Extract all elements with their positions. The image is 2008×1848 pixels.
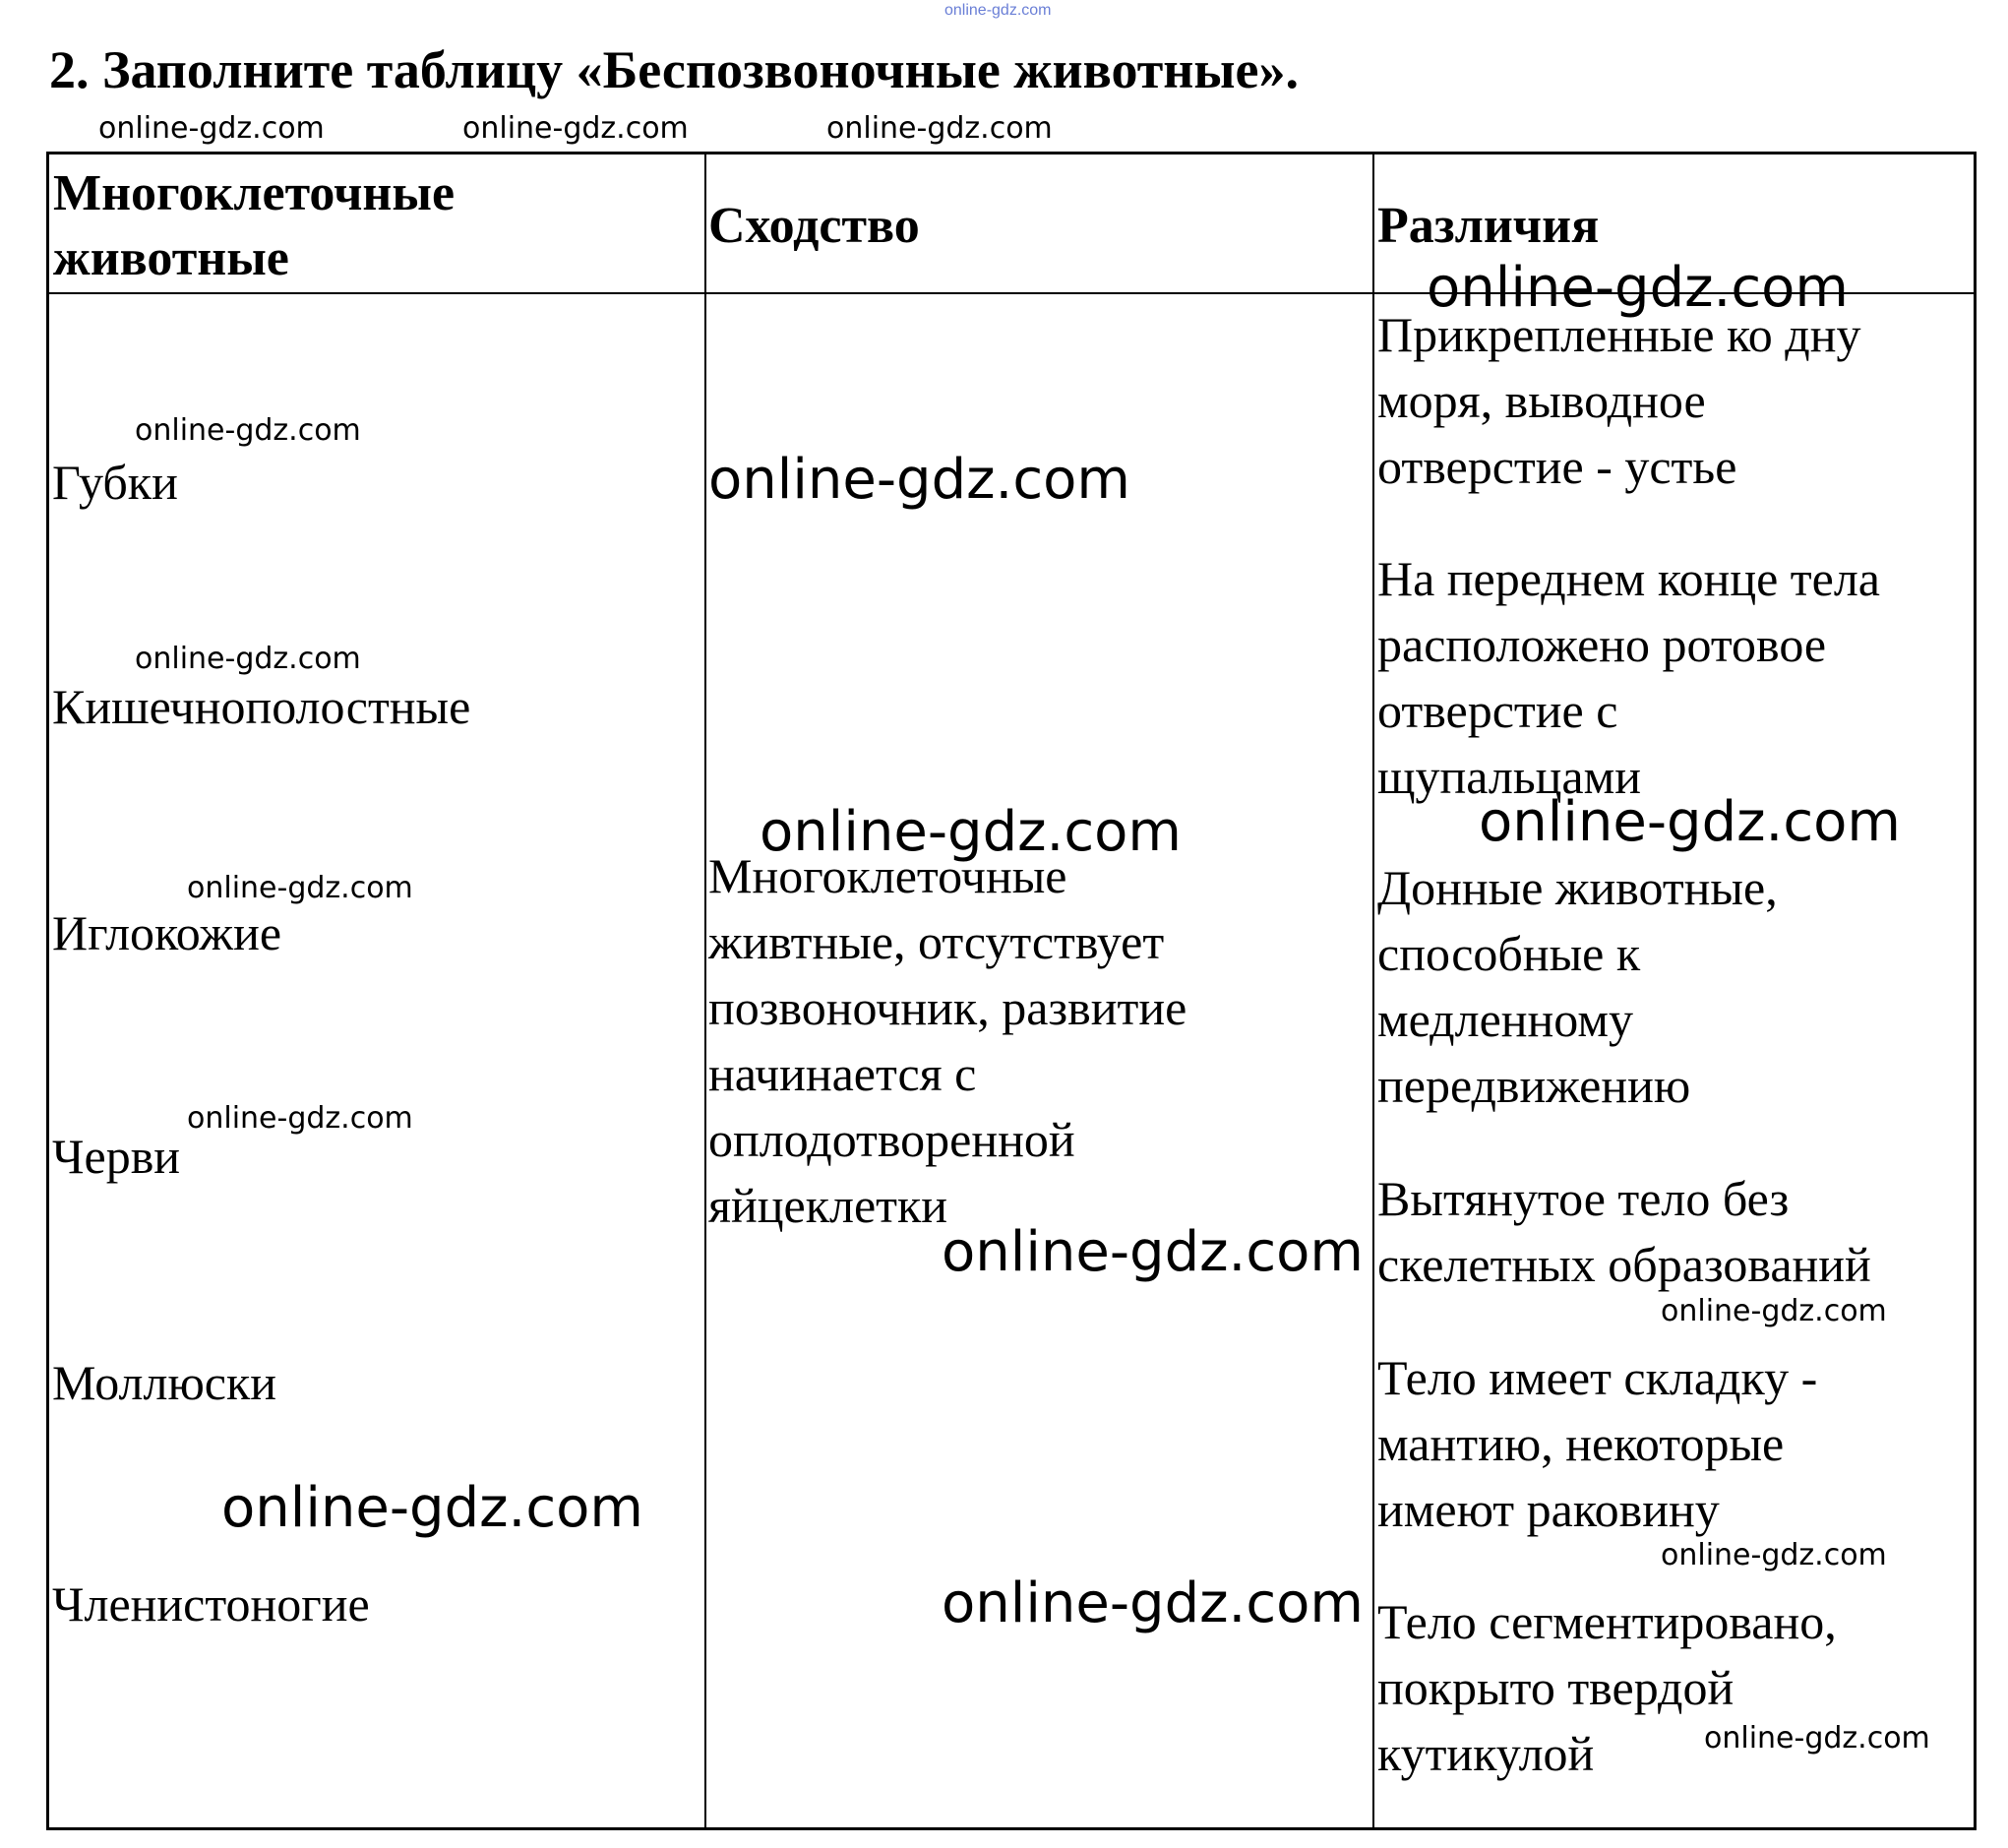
difference-sponges — [1377, 302, 1861, 500]
watermark: online-gdz.com — [1704, 1721, 1930, 1756]
difference-line: Тело сегментировано, — [1377, 1594, 1837, 1649]
difference-line: На переднем конце тела — [1377, 551, 1880, 606]
column-divider — [1372, 154, 1374, 1827]
animal-mollusks: Моллюски — [52, 1355, 277, 1410]
similarity-text — [708, 843, 1187, 1239]
watermark: online-gdz.com — [760, 800, 1182, 864]
animal-cnidarians: Кишечнополостные — [52, 679, 471, 734]
difference-line: мантию, некоторые — [1377, 1416, 1785, 1471]
animal-echinoderms: Иглокожие — [52, 905, 282, 960]
difference-mollusks — [1377, 1345, 1817, 1543]
difference-line: покрыто твердой — [1377, 1660, 1734, 1715]
difference-arthropods — [1377, 1589, 1837, 1787]
watermark: online-gdz.com — [1479, 790, 1901, 854]
difference-line: Прикрепленные ко дну — [1377, 307, 1861, 362]
difference-line: кутикулой — [1377, 1726, 1595, 1781]
animal-worms: Черви — [52, 1129, 181, 1184]
similarity-line: Многоклеточные — [708, 848, 1067, 903]
column-divider — [704, 154, 706, 1827]
difference-echinoderms — [1377, 855, 1778, 1119]
watermark: online-gdz.com — [1661, 1294, 1887, 1328]
watermark: online-gdz.com — [135, 413, 361, 448]
header-similarity: Сходство — [708, 198, 920, 254]
similarity-line: яйцеклетки — [708, 1178, 948, 1233]
watermark: online-gdz.com — [187, 1101, 413, 1136]
page-title: 2. Заполните таблицу «Беспозвоночные животные». — [49, 40, 1300, 99]
header-differences: Различия — [1377, 198, 1600, 254]
difference-line: медленному — [1377, 992, 1633, 1047]
difference-line: моря, выводное — [1377, 373, 1706, 428]
watermark: online-gdz.com — [221, 1476, 643, 1540]
difference-line: имеют раковину — [1377, 1482, 1720, 1537]
watermark: online-gdz.com — [187, 871, 413, 905]
difference-line: отверстие - устье — [1377, 439, 1737, 494]
difference-worms — [1377, 1166, 1871, 1298]
watermark: online-gdz.com — [1427, 256, 1849, 320]
similarity-line: оплодотворенной — [708, 1112, 1075, 1167]
watermark: online-gdz.com — [942, 1571, 1364, 1635]
watermark: online-gdz.com — [462, 111, 689, 146]
difference-line: щупальцами — [1377, 749, 1641, 804]
watermark: online-gdz.com — [98, 111, 325, 146]
difference-line: скелетных образований — [1377, 1237, 1871, 1292]
watermark: online-gdz.com — [942, 1220, 1364, 1284]
watermark: online-gdz.com — [826, 111, 1053, 146]
difference-line: Донные животные, — [1377, 860, 1778, 915]
watermark: online-gdz.com — [708, 448, 1130, 512]
similarity-line: начинается с — [708, 1046, 977, 1101]
difference-cnidarians — [1377, 546, 1880, 810]
difference-line: расположено ротовое — [1377, 617, 1827, 672]
watermark: online-gdz.com — [135, 642, 361, 676]
similarity-line: живтные, отсутствует — [708, 914, 1165, 969]
top-watermark: online-gdz.com — [944, 2, 1052, 19]
difference-line: Вытянутое тело без — [1377, 1171, 1790, 1226]
watermark: online-gdz.com — [1661, 1538, 1887, 1572]
header-multicellular — [53, 161, 455, 291]
header-multicellular-line1: Многоклеточные — [53, 165, 456, 221]
difference-line: передвижению — [1377, 1058, 1691, 1113]
animal-arthropods: Членистоногие — [52, 1576, 370, 1632]
difference-line: Тело имеет складку - — [1377, 1350, 1818, 1405]
difference-line: способные к — [1377, 926, 1641, 981]
animal-sponges: Губки — [52, 455, 178, 510]
similarity-line: позвоночник, развитие — [708, 980, 1187, 1035]
difference-line: отверстие с — [1377, 683, 1618, 738]
header-multicellular-line2: животные — [53, 230, 289, 286]
